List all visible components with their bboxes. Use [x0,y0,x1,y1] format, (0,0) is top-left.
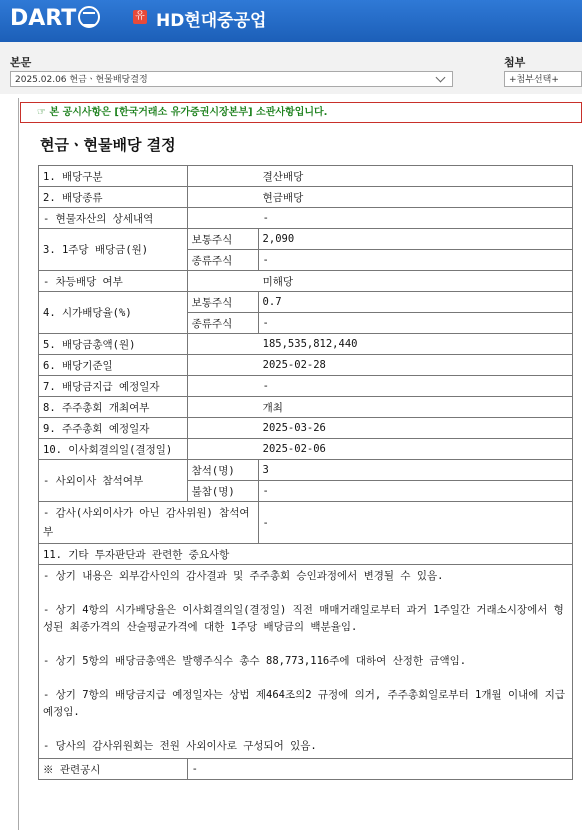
note-line [43,636,568,653]
dividend-table [38,165,573,780]
note-line: - 상기 4항의 시가배당율은 이사회결의일(결정일) 직전 매매거래일로부터 과거 1주일간 거래소시장에서 형성된 최종가격의 산술평균가격에 대한 1주당 배당금의 백분율임. [43,604,564,633]
section-header: 11. 기타 투자판단과 관련한 중요사항 [39,544,573,565]
table-row [39,460,573,481]
table-row [39,292,573,313]
attach-select[interactable] [504,71,582,87]
row-value: - [258,481,572,502]
attach-select-value: +첨부선택+ [509,75,559,85]
table-row [39,502,573,544]
row-label: 2. 배당종류 [39,187,188,208]
table-row [39,355,573,376]
note-line: - 상기 7항의 배당금지급 예정일자는 상법 제464조의2 규정에 의거, 주주총회일로부터 1개월 이내에 지급 예정임. [43,689,566,718]
row-sublabel: 종류주식 [187,250,258,271]
top-header-bar [0,0,582,42]
row-value: - [187,376,572,397]
note-line [43,670,568,687]
row-value: 2025-02-28 [187,355,572,376]
row-label: - 현물자산의 상세내역 [39,208,188,229]
row-value: 2025-02-06 [187,439,572,460]
related-value: - [187,759,572,780]
row-label: 3. 1주당 배당금(원) [39,229,188,271]
table-row [39,418,573,439]
row-value: 3 [258,460,572,481]
row-value: - [258,502,572,544]
row-label: - 감사(사외이사가 아닌 감사위원) 참석여부 [39,502,259,544]
table-row [39,376,573,397]
row-sublabel: 참석(명) [187,460,258,481]
row-label: 1. 배당구분 [39,166,188,187]
table-row [39,439,573,460]
table-row [39,271,573,292]
company-name: HD현대중공업 [156,11,267,31]
chevron-down-icon [436,73,446,83]
row-value: - [258,250,572,271]
row-label: 4. 시가배당율(%) [39,292,188,334]
table-row [39,208,573,229]
row-value: 미해당 [187,271,572,292]
row-value: - [258,313,572,334]
row-value: 현금배당 [187,187,572,208]
related-label: ※ 관련공시 [39,759,188,780]
table-row [39,229,573,250]
table-row [39,565,573,759]
dart-globe-icon [78,6,100,28]
row-label: 7. 배당금지급 예정일자 [39,376,188,397]
note-line [43,585,568,602]
attach-label: 첨부 [504,56,526,69]
row-sublabel: 보통주식 [187,292,258,313]
row-label: 5. 배당금총액(원) [39,334,188,355]
row-value: 결산배당 [187,166,572,187]
note-line: - 상기 5항의 배당금총액은 발행주식수 총수 88,773,116주에 대하여 산정한 금액임. [43,655,467,667]
document-toolbar [0,42,582,94]
table-row [39,166,573,187]
table-row [39,334,573,355]
row-value: 개최 [187,397,572,418]
table-row [39,759,573,780]
row-sublabel: 보통주식 [187,229,258,250]
note-line [43,721,568,738]
notes-cell [39,565,573,759]
body-label: 본문 [10,56,32,69]
row-label: 10. 이사회결의일(결정일) [39,439,188,460]
note-line: - 상기 내용은 외부감사인의 감사결과 및 주주총회 승인과정에서 변경될 수 있음. [43,570,444,582]
row-value: 2,090 [258,229,572,250]
row-value: - [187,208,572,229]
body-select[interactable] [10,71,453,87]
note-line: - 당사의 감사위원회는 전원 사외이사로 구성되어 있음. [43,740,317,752]
table-row [39,397,573,418]
row-sublabel: 불참(명) [187,481,258,502]
row-value: 0.7 [258,292,572,313]
row-label: - 차등배당 여부 [39,271,188,292]
document-title: 현금ㆍ현물배당 결정 [40,136,176,154]
row-label: - 사외이사 참석여부 [39,460,188,502]
dart-logo[interactable]: DART [10,6,77,31]
row-value: 2025-03-26 [187,418,572,439]
notice-banner: ☞ 본 공시사항은 [한국거래소 유가증권시장본부] 소관사항입니다. [20,102,582,123]
table-row [39,544,573,565]
row-value: 185,535,812,440 [187,334,572,355]
row-label: 6. 배당기준일 [39,355,188,376]
row-label: 8. 주주총회 개최여부 [39,397,188,418]
market-badge-icon: 유 [133,10,147,24]
row-label: 9. 주주총회 예정일자 [39,418,188,439]
body-select-value: 2025.02.06 현금ㆍ현물배당결정 [15,75,148,85]
row-sublabel: 종류주식 [187,313,258,334]
table-row [39,187,573,208]
